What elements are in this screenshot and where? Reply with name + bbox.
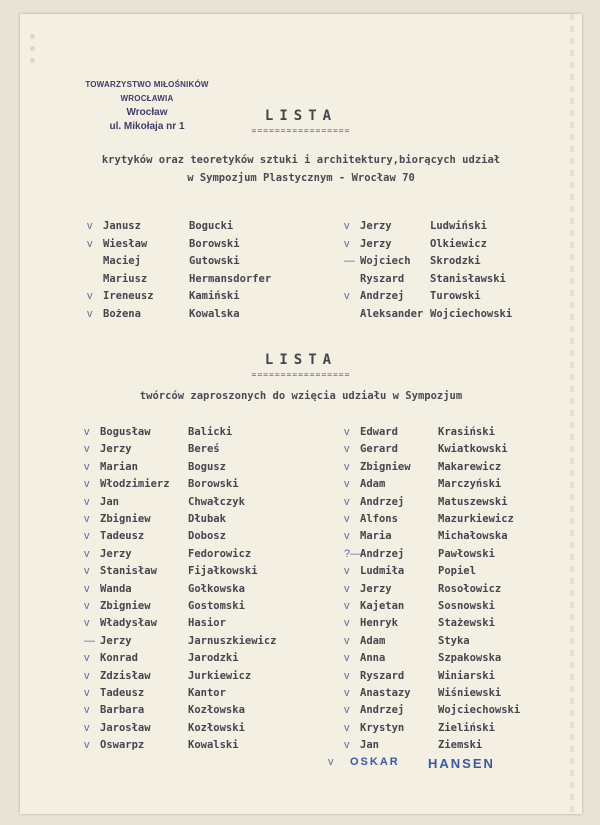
- list1-underline: =================: [251, 126, 351, 135]
- check-mark: v: [84, 600, 90, 612]
- first-name: Jan: [100, 495, 119, 508]
- last-name: Olkiewicz: [430, 237, 487, 250]
- name-row: [344, 255, 590, 271]
- name-row: [344, 704, 590, 720]
- first-name: Marian: [100, 460, 138, 473]
- last-name: Turowski: [430, 290, 481, 303]
- check-mark: v: [84, 565, 90, 578]
- name-row: [84, 530, 330, 546]
- check-mark: v: [84, 721, 90, 734]
- name-row: [344, 600, 590, 616]
- last-name: Wiśniewski: [438, 687, 502, 699]
- last-name: Gołkowska: [188, 582, 245, 595]
- last-name: Kamiński: [189, 290, 240, 303]
- first-name: Zbigniew: [100, 513, 151, 525]
- handwritten-entry: [328, 756, 562, 772]
- last-name: Jurkiewicz: [188, 669, 252, 682]
- last-name: Kantor: [188, 687, 226, 699]
- last-name: Gutowski: [189, 255, 240, 268]
- name-row: [84, 669, 330, 686]
- name-row: [87, 220, 333, 236]
- name-row: [344, 530, 590, 546]
- name-row: [84, 600, 330, 616]
- first-name: Ludmiła: [360, 565, 405, 578]
- name-row: [344, 237, 590, 254]
- first-name: Zbigniew: [360, 460, 411, 473]
- first-name: Alfons: [360, 513, 398, 525]
- check-mark: v: [84, 652, 90, 665]
- check-mark: ?—: [344, 547, 362, 560]
- name-row: [84, 513, 330, 529]
- check-mark: v: [344, 513, 350, 525]
- check-mark: v: [84, 582, 90, 595]
- check-mark: v: [344, 478, 350, 491]
- first-name: Andrzej: [360, 547, 405, 560]
- first-name: Henryk: [360, 617, 398, 630]
- last-name: Wojciechowski: [430, 308, 513, 320]
- name-row: [84, 634, 330, 651]
- last-name: Dobosz: [188, 530, 226, 543]
- document-page: [20, 14, 582, 814]
- check-mark: v: [344, 652, 350, 665]
- list1-subtitle-line2: w Sympozjum Plastycznym - Wrocław 70: [187, 172, 415, 184]
- first-name: Bogusław: [100, 426, 151, 438]
- check-mark: v: [344, 721, 350, 734]
- check-mark: v: [344, 739, 350, 752]
- check-mark: v: [84, 443, 90, 456]
- name-row: [103, 273, 333, 289]
- first-name: Oswarpz: [100, 739, 145, 752]
- last-name: Pawłowski: [438, 547, 495, 560]
- check-mark: —: [84, 634, 95, 647]
- check-mark: v: [87, 220, 93, 232]
- first-name: Jerzy: [360, 237, 392, 250]
- check-mark: v: [344, 600, 350, 612]
- first-name: Jerzy: [100, 547, 132, 560]
- first-name: Tadeusz: [100, 687, 145, 699]
- first-name: Włodzimierz: [100, 478, 170, 491]
- list2-underline: =================: [251, 370, 351, 379]
- first-name: Ryszard: [360, 669, 405, 682]
- first-name: Mariusz: [103, 272, 148, 285]
- first-name: Jerzy: [360, 582, 392, 595]
- last-name: Fijałkowski: [188, 565, 258, 578]
- name-row: [344, 478, 590, 494]
- check-mark: v: [344, 669, 350, 682]
- name-row: [84, 739, 330, 755]
- check-mark: v: [344, 565, 350, 578]
- last-name: Michałowska: [438, 530, 508, 543]
- last-name: Bereś: [188, 443, 220, 456]
- first-name: Wiesław: [103, 237, 148, 250]
- name-row: [84, 617, 330, 633]
- last-name: Popiel: [438, 565, 476, 578]
- last-name: Ziemski: [438, 739, 483, 752]
- last-name: Matuszewski: [438, 495, 508, 508]
- check-mark: v: [84, 426, 90, 438]
- check-mark: v: [84, 739, 90, 752]
- name-row: [344, 220, 590, 236]
- last-name: Mazurkiewicz: [438, 513, 514, 525]
- check-mark: v: [344, 290, 350, 303]
- first-name: Władysław: [100, 617, 157, 630]
- first-name: Kajetan: [360, 600, 405, 612]
- first-name: Gerard: [360, 443, 398, 456]
- name-row: [344, 495, 590, 512]
- name-row: [84, 443, 330, 459]
- list1-subtitle-line1: krytyków oraz teoretyków sztuki i architektury,biorących udział: [101, 154, 501, 166]
- last-name: Ludwiński: [430, 220, 487, 232]
- name-row: [344, 669, 590, 686]
- check-mark: v: [87, 308, 93, 320]
- name-row: [344, 547, 590, 564]
- last-name: Jarnuszkiewicz: [188, 634, 277, 647]
- first-name: Adam: [360, 634, 386, 647]
- first-name: Aleksander: [360, 308, 424, 320]
- first-name: Krystyn: [360, 721, 405, 734]
- last-name: Szpakowska: [438, 652, 502, 665]
- name-row: [344, 426, 590, 442]
- name-row: [84, 582, 330, 599]
- name-row: [344, 582, 590, 599]
- first-name: Andrzej: [360, 290, 405, 303]
- last-name: Bogusz: [188, 460, 226, 473]
- check-mark: v: [344, 582, 350, 595]
- last-name: Zieliński: [438, 721, 495, 734]
- name-row: [344, 443, 590, 459]
- name-row: [84, 426, 330, 442]
- check-mark: v: [84, 704, 90, 717]
- first-name: Tadeusz: [100, 530, 145, 543]
- name-row: [84, 721, 330, 738]
- first-name: Andrzej: [360, 704, 405, 717]
- last-name: Fedorowicz: [188, 547, 252, 560]
- name-row: [344, 617, 590, 633]
- handwritten-last-name: HANSEN: [428, 756, 495, 771]
- name-row: [360, 308, 590, 324]
- name-row: [344, 687, 590, 703]
- name-row: [344, 513, 590, 529]
- last-name: Bogucki: [189, 220, 234, 232]
- check-mark: v: [84, 530, 90, 543]
- check-mark: v: [344, 495, 350, 508]
- check-mark: v: [328, 756, 334, 768]
- stamp-city: Wrocław: [126, 107, 168, 118]
- name-row: [84, 652, 330, 668]
- first-name: Maria: [360, 530, 392, 543]
- check-mark: v: [84, 460, 90, 473]
- last-name: Winiarski: [438, 669, 495, 682]
- name-row: [344, 652, 590, 668]
- first-name: Konrad: [100, 652, 138, 665]
- check-mark: v: [344, 687, 350, 699]
- last-name: Wojciechowski: [438, 704, 521, 717]
- last-name: Styka: [438, 634, 470, 647]
- name-row: [84, 460, 330, 477]
- first-name: Wojciech: [360, 255, 411, 268]
- check-mark: v: [84, 687, 90, 699]
- last-name: Marczyński: [438, 478, 502, 491]
- name-row: [84, 687, 330, 703]
- check-mark: v: [344, 617, 350, 630]
- last-name: Dłubak: [188, 513, 226, 525]
- last-name: Stanisławski: [430, 272, 506, 285]
- first-name: Andrzej: [360, 495, 405, 508]
- check-mark: v: [344, 530, 350, 543]
- last-name: Rosołowicz: [438, 582, 502, 595]
- last-name: Chwałczyk: [188, 495, 245, 508]
- last-name: Hasior: [188, 617, 226, 630]
- last-name: Stażewski: [438, 617, 495, 630]
- first-name: Bożena: [103, 308, 141, 320]
- check-mark: v: [344, 443, 350, 456]
- last-name: Balicki: [188, 426, 233, 438]
- last-name: Jarodzki: [188, 652, 239, 665]
- check-mark: —: [344, 255, 355, 268]
- name-row: [87, 237, 333, 254]
- name-row: [87, 308, 333, 324]
- check-mark: v: [344, 460, 350, 473]
- last-name: Hermansdorfer: [189, 272, 272, 285]
- check-mark: v: [84, 495, 90, 508]
- last-name: Kwiatkowski: [438, 443, 508, 456]
- check-mark: v: [344, 237, 350, 250]
- name-row: [103, 255, 333, 271]
- last-name: Skrodzki: [430, 255, 481, 268]
- first-name: Jan: [360, 739, 379, 752]
- check-mark: v: [84, 513, 90, 525]
- check-mark: v: [344, 426, 350, 438]
- name-row: [84, 478, 330, 494]
- name-row: [344, 565, 590, 581]
- first-name: Wanda: [100, 582, 132, 595]
- check-mark: v: [84, 478, 90, 491]
- first-name: Anastazy: [360, 687, 411, 699]
- last-name: Borowski: [188, 478, 239, 491]
- last-name: Borowski: [189, 237, 240, 250]
- name-row: [344, 290, 590, 306]
- first-name: Barbara: [100, 704, 145, 717]
- first-name: Maciej: [103, 255, 141, 268]
- list2-title: LISTA: [264, 352, 338, 368]
- last-name: Krasiński: [438, 426, 495, 438]
- last-name: Sosnowski: [438, 600, 495, 612]
- stamp-org-name: TOWARZYSTWO MIŁOŚNIKÓW WROCŁAWIA: [85, 80, 209, 103]
- first-name: Jerzy: [100, 443, 132, 456]
- first-name: Ireneusz: [103, 290, 154, 303]
- last-name: Kowalski: [188, 739, 239, 752]
- last-name: Makarewicz: [438, 460, 502, 473]
- first-name: Jerzy: [360, 220, 392, 232]
- check-mark: v: [344, 704, 350, 717]
- last-name: Kozłowska: [188, 704, 245, 717]
- last-name: Kowalska: [189, 308, 240, 320]
- first-name: Janusz: [103, 220, 141, 232]
- check-mark: v: [84, 669, 90, 682]
- check-mark: v: [87, 237, 93, 250]
- name-row: [84, 495, 330, 512]
- first-name: Stanisław: [100, 565, 157, 578]
- check-mark: v: [84, 547, 90, 560]
- name-row: [360, 273, 590, 289]
- list2-subtitle: twórców zaproszonych do wzięcia udziału w Sympozjum: [139, 390, 463, 402]
- check-mark: v: [344, 220, 350, 232]
- name-row: [344, 634, 590, 651]
- handwritten-first-name: OSKAR: [350, 756, 400, 768]
- name-row: [344, 460, 590, 477]
- first-name: Ryszard: [360, 272, 405, 285]
- first-name: Edward: [360, 426, 398, 438]
- name-row: [87, 290, 333, 306]
- list1-title: LISTA: [264, 108, 338, 124]
- first-name: Zdzisław: [100, 669, 151, 682]
- first-name: Anna: [360, 652, 386, 665]
- last-name: Gostomski: [188, 600, 245, 612]
- name-row: [84, 547, 330, 564]
- name-row: [84, 565, 330, 581]
- name-row: [84, 704, 330, 720]
- first-name: Jerzy: [100, 634, 132, 647]
- last-name: Kozłowski: [188, 721, 245, 734]
- check-mark: v: [87, 290, 93, 303]
- check-mark: v: [84, 617, 90, 630]
- name-row: [344, 739, 590, 755]
- first-name: Jarosław: [100, 721, 151, 734]
- first-name: Adam: [360, 478, 386, 491]
- name-row: [344, 721, 590, 738]
- stamp-address: ul. Mikołaja nr 1: [109, 121, 185, 132]
- check-mark: v: [344, 634, 350, 647]
- first-name: Zbigniew: [100, 600, 151, 612]
